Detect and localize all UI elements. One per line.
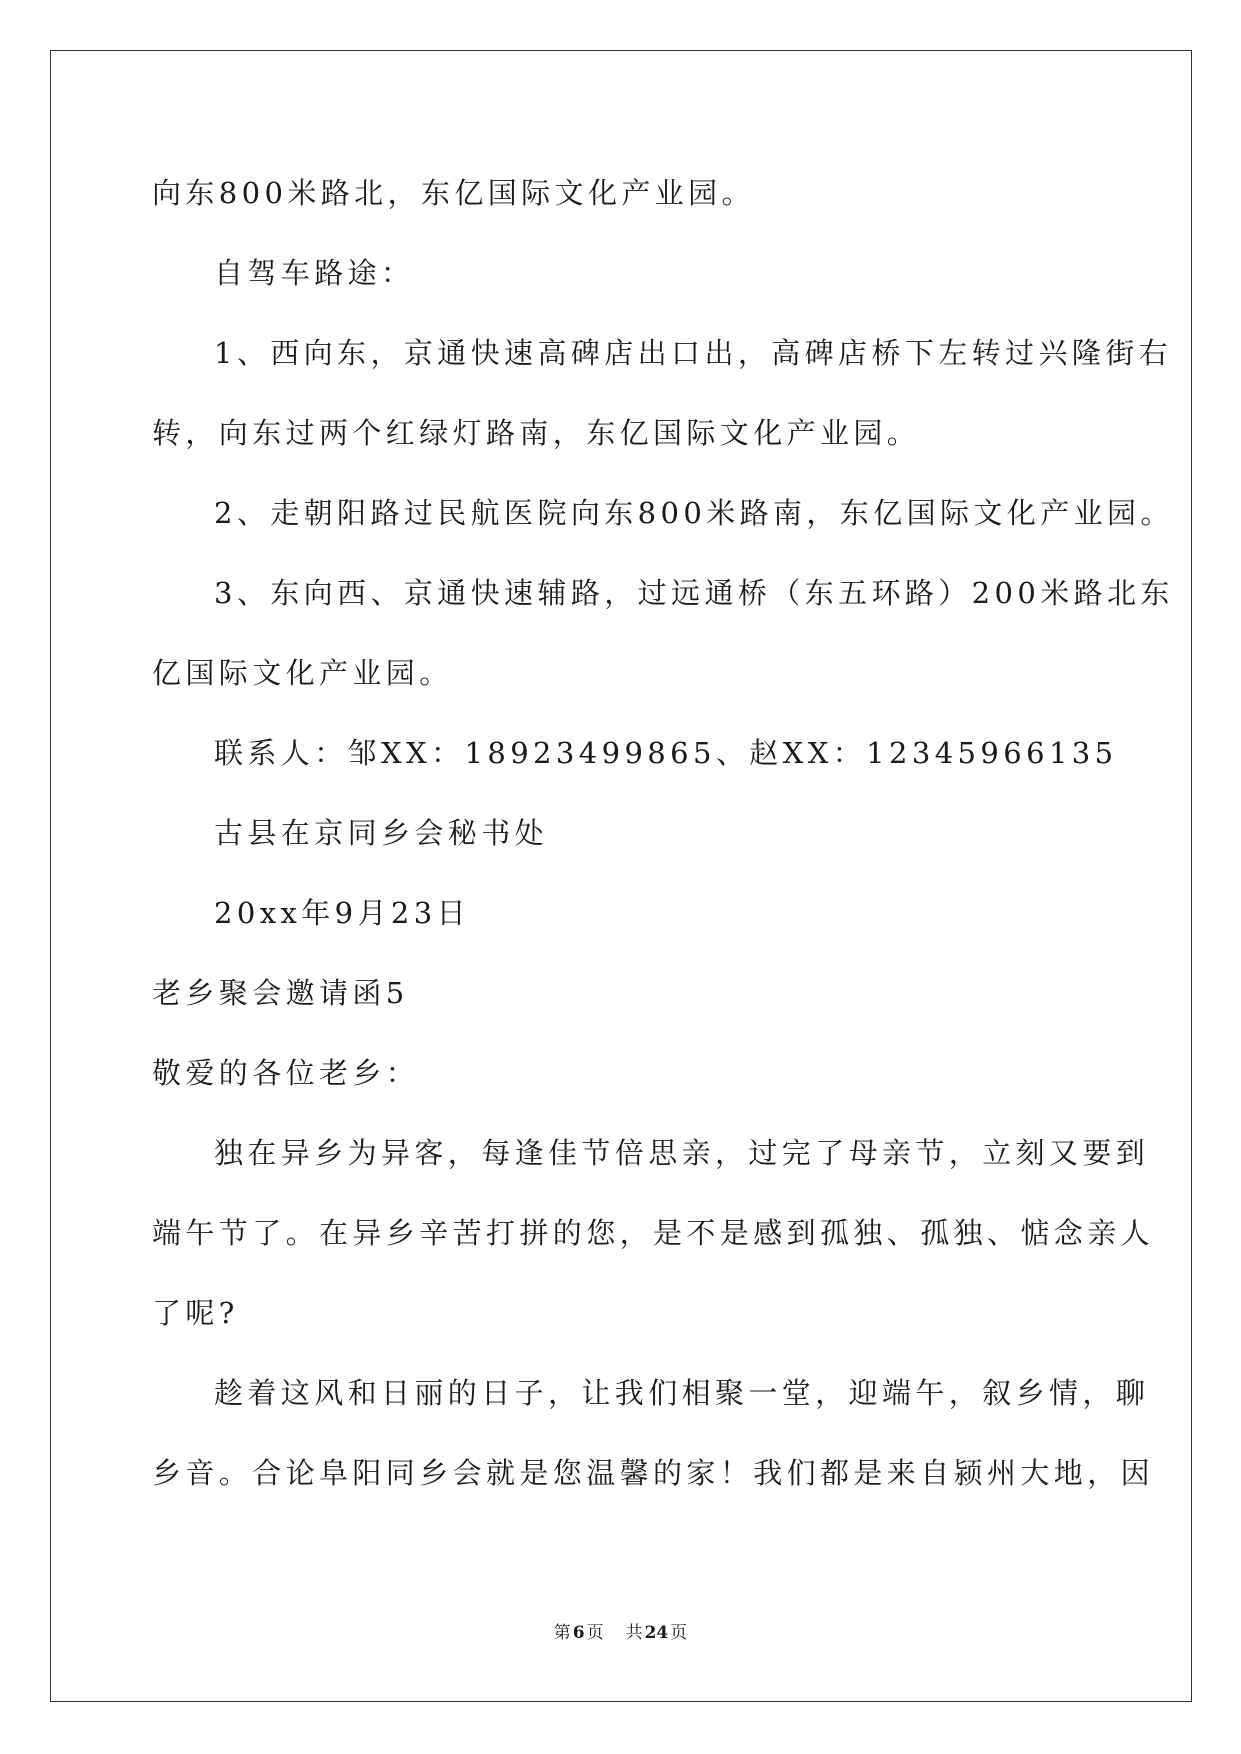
contact-line: 联系人：邹XX：18923499865、赵XX：12345966135: [214, 736, 1118, 770]
paragraph-line: 自驾车路途：: [214, 256, 415, 290]
footer-total-suffix: 页: [670, 1623, 688, 1643]
paragraph-line: 独在异乡为异客，每逢佳节倍思亲，过完了母亲节，立刻又要到: [214, 1136, 1150, 1170]
footer-page-total: 24: [644, 1623, 669, 1643]
footer-page-prefix: 第: [553, 1623, 571, 1643]
paragraph-line: 端午节了。在异乡辛苦打拼的您，是不是感到孤独、孤独、惦念亲人: [152, 1216, 1155, 1250]
footer-page-suffix: 页: [586, 1623, 604, 1643]
paragraph-line: 趁着这风和日丽的日子，让我们相聚一堂，迎端午，叙乡情，聊: [214, 1376, 1150, 1410]
paragraph-line: 向东800米路北，东亿国际文化产业园。: [152, 176, 755, 210]
paragraph-line: 1、西向东，京通快速高碑店出口出，高碑店桥下左转过兴隆街右: [214, 336, 1173, 370]
date-line: 20xx年9月23日: [214, 896, 470, 930]
page-footer: [0, 1618, 1241, 1643]
paragraph-line: 亿国际文化产业园。: [152, 656, 453, 690]
salutation-line: 敬爱的各位老乡：: [152, 1056, 420, 1090]
paragraph-line: 转，向东过两个红绿灯路南，东亿国际文化产业园。: [152, 416, 921, 450]
footer-total-prefix: 共: [625, 1623, 643, 1643]
paragraph-line: 了呢?: [152, 1296, 239, 1330]
paragraph-line: 乡音。合论阜阳同乡会就是您温馨的家！我们都是来自颍州大地，因: [152, 1456, 1155, 1490]
paragraph-line: 3、东向西、京通快速辅路，过远通桥（东五环路）200米路北东: [214, 576, 1174, 610]
signature-line: 古县在京同乡会秘书处: [214, 816, 549, 850]
paragraph-line: 2、走朝阳路过民航医院向东800米路南，东亿国际文化产业园。: [214, 496, 1174, 530]
footer-page-current: 6: [572, 1623, 585, 1643]
section-title: 老乡聚会邀请函5: [152, 976, 409, 1010]
